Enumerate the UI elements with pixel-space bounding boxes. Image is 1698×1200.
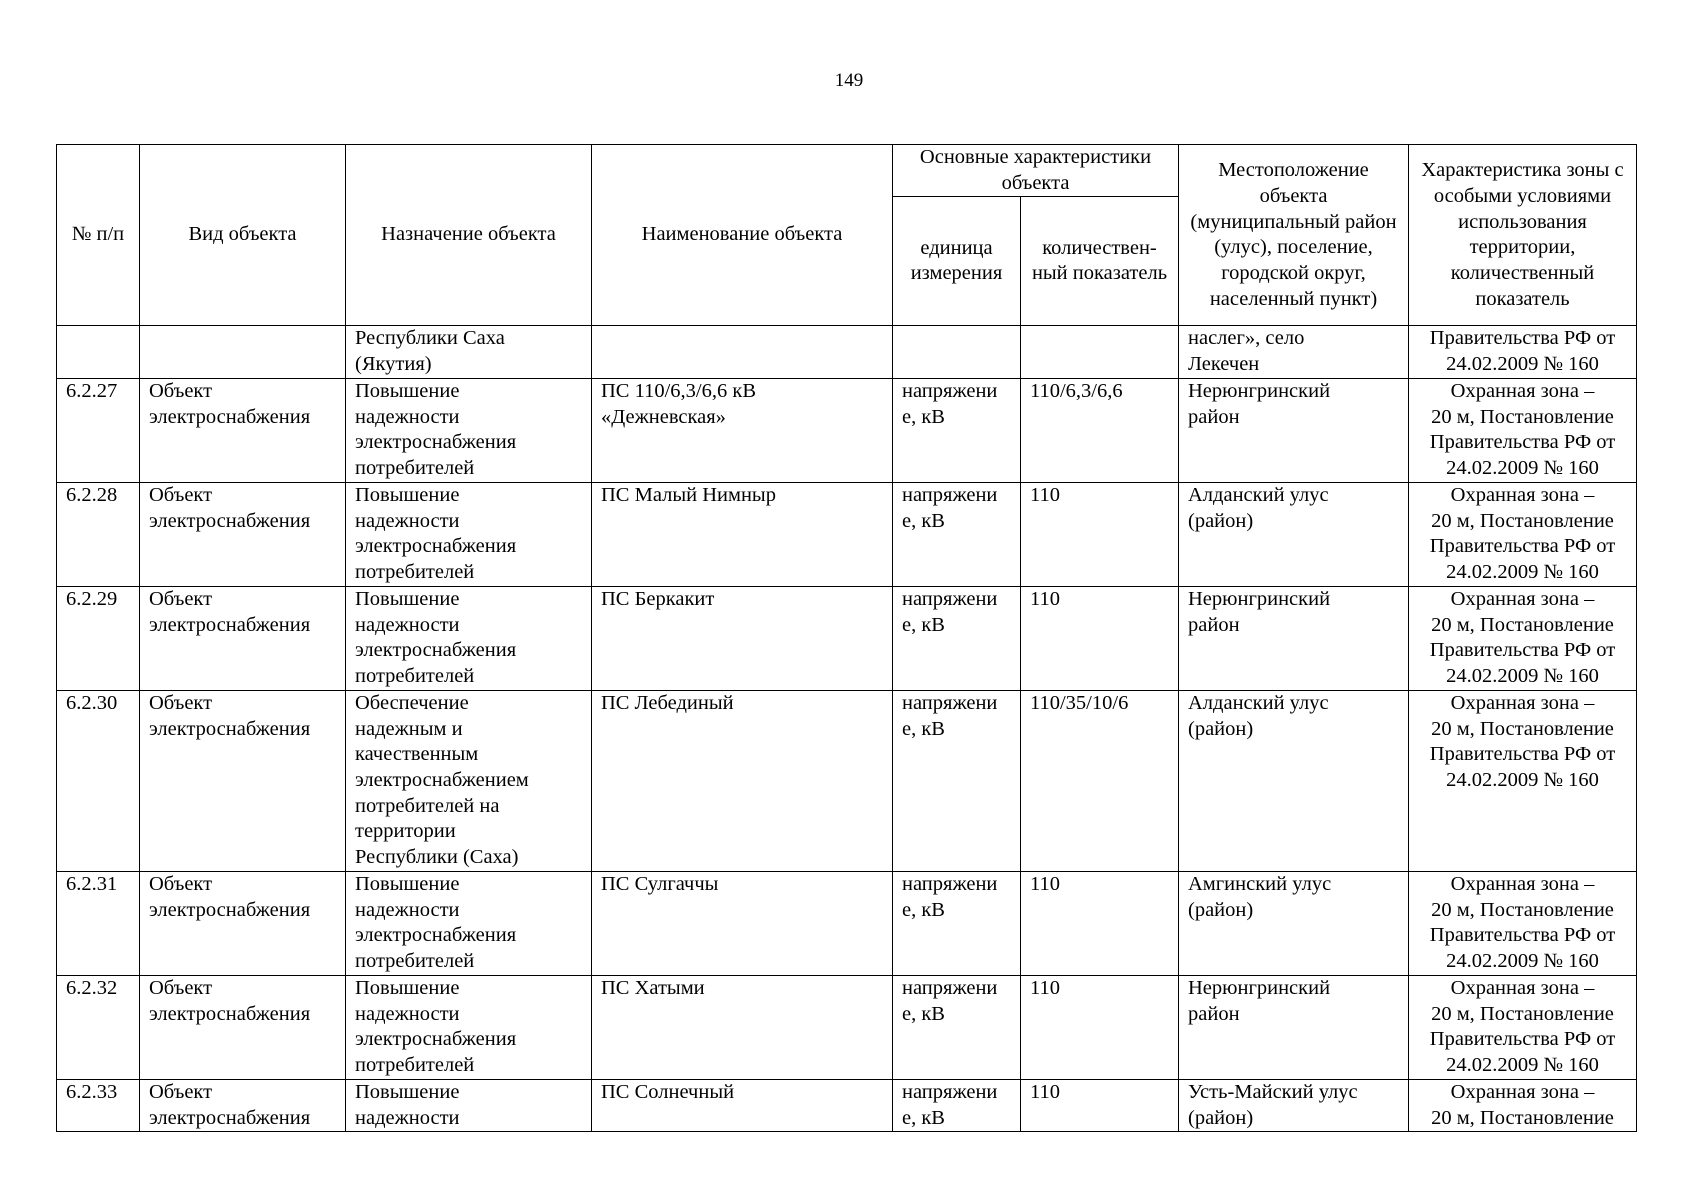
cell-value: 110/35/10/6	[1021, 690, 1179, 871]
cell-location: Усть-Майский улус (район)	[1179, 1079, 1409, 1131]
cell-location: Нерюнгринский район	[1179, 378, 1409, 482]
cell-location: Алданский улус (район)	[1179, 482, 1409, 586]
cell-unit: напряжени е, кВ	[893, 378, 1021, 482]
cell-purpose: Повышение надежности электроснабжения потребителей	[346, 975, 592, 1079]
cell-purpose: Повышение надежности электроснабжения потребителей	[346, 482, 592, 586]
cell-num: 6.2.32	[57, 975, 140, 1079]
cell-unit: напряжени е, кВ	[893, 1079, 1021, 1131]
cell-name: ПС Хатыми	[592, 975, 893, 1079]
cell-num	[57, 326, 140, 378]
cell-unit: напряжени е, кВ	[893, 690, 1021, 871]
cell-name: ПС Лебединый	[592, 690, 893, 871]
cell-purpose: Повышение надежности электроснабжения потребителей	[346, 378, 592, 482]
cell-type: Объект электроснабжения	[140, 690, 346, 871]
cell-type: Объект электроснабжения	[140, 586, 346, 690]
cell-type: Объект электроснабжения	[140, 871, 346, 975]
table-row	[57, 1079, 1637, 1131]
cell-value: 110	[1021, 482, 1179, 586]
cell-unit: напряжени е, кВ	[893, 975, 1021, 1079]
cell-value: 110	[1021, 871, 1179, 975]
cell-num: 6.2.28	[57, 482, 140, 586]
header-location: Местоположение объекта (муниципальный район (улус), поселение, городской округ, населенный пункт)	[1179, 145, 1409, 326]
cell-type: Объект электроснабжения	[140, 482, 346, 586]
cell-name: ПС Сулгаччы	[592, 871, 893, 975]
cell-num: 6.2.30	[57, 690, 140, 871]
cell-zone: Охранная зона – 20 м, Постановление Правительства РФ от 24.02.2009 № 160	[1409, 378, 1637, 482]
cell-zone: Охранная зона – 20 м, Постановление Правительства РФ от 24.02.2009 № 160	[1409, 482, 1637, 586]
cell-name	[592, 326, 893, 378]
cell-name: ПС 110/6,3/6,6 кВ «Дежневская»	[592, 378, 893, 482]
header-name: Наименование объекта	[592, 145, 893, 326]
cell-zone: Правительства РФ от 24.02.2009 № 160	[1409, 326, 1637, 378]
cell-location: Амгинский улус (район)	[1179, 871, 1409, 975]
cell-type	[140, 326, 346, 378]
table-row	[57, 482, 1637, 586]
table-body	[57, 326, 1637, 1132]
cell-purpose: Обеспечение надежным и качественным электроснабжением потребителей на территории Республики (Саха)	[346, 690, 592, 871]
cell-purpose: Повышение надежности электроснабжения потребителей	[346, 871, 592, 975]
table-row	[57, 586, 1637, 690]
header-num: № п/п	[57, 145, 140, 326]
cell-zone: Охранная зона – 20 м, Постановление	[1409, 1079, 1637, 1131]
cell-purpose: Республики Саха (Якутия)	[346, 326, 592, 378]
cell-location: Алданский улус (район)	[1179, 690, 1409, 871]
cell-name: ПС Малый Нимныр	[592, 482, 893, 586]
cell-location: наслег», село Лекечен	[1179, 326, 1409, 378]
cell-num: 6.2.31	[57, 871, 140, 975]
objects-table	[56, 144, 1637, 1132]
cell-value	[1021, 326, 1179, 378]
cell-location: Нерюнгринский район	[1179, 975, 1409, 1079]
cell-name: ПС Солнечный	[592, 1079, 893, 1131]
cell-value: 110	[1021, 975, 1179, 1079]
cell-value: 110/6,3/6,6	[1021, 378, 1179, 482]
cell-value: 110	[1021, 1079, 1179, 1131]
cell-num: 6.2.29	[57, 586, 140, 690]
cell-zone: Охранная зона – 20 м, Постановление Правительства РФ от 24.02.2009 № 160	[1409, 690, 1637, 871]
cell-type: Объект электроснабжения	[140, 1079, 346, 1131]
header-type: Вид объекта	[140, 145, 346, 326]
header-unit: единица измерения	[893, 197, 1021, 326]
cell-num: 6.2.27	[57, 378, 140, 482]
table-row	[57, 975, 1637, 1079]
cell-num: 6.2.33	[57, 1079, 140, 1131]
table-row	[57, 690, 1637, 871]
cell-unit: напряжени е, кВ	[893, 482, 1021, 586]
cell-location: Нерюнгринский район	[1179, 586, 1409, 690]
cell-type: Объект электроснабжения	[140, 975, 346, 1079]
cell-zone: Охранная зона – 20 м, Постановление Правительства РФ от 24.02.2009 № 160	[1409, 871, 1637, 975]
cell-purpose: Повышение надежности электроснабжения потребителей	[346, 586, 592, 690]
cell-zone: Охранная зона – 20 м, Постановление Правительства РФ от 24.02.2009 № 160	[1409, 975, 1637, 1079]
cell-purpose: Повышение надежности	[346, 1079, 592, 1131]
cell-unit	[893, 326, 1021, 378]
table-header	[57, 145, 1637, 326]
cell-name: ПС Беркакит	[592, 586, 893, 690]
header-purpose: Назначение объекта	[346, 145, 592, 326]
header-zone: Характеристика зоны с особыми условиями использования территории, количественный показатель	[1409, 145, 1637, 326]
page-number: 149	[834, 70, 864, 91]
cell-unit: напряжени е, кВ	[893, 871, 1021, 975]
cell-type: Объект электроснабжения	[140, 378, 346, 482]
cell-value: 110	[1021, 586, 1179, 690]
cell-unit: напряжени е, кВ	[893, 586, 1021, 690]
table-row	[57, 378, 1637, 482]
table-row-continuation	[57, 326, 1637, 378]
header-quantity: количествен-ный показатель	[1021, 197, 1179, 326]
header-characteristics: Основные характеристики объекта	[893, 145, 1179, 197]
cell-zone: Охранная зона – 20 м, Постановление Правительства РФ от 24.02.2009 № 160	[1409, 586, 1637, 690]
table-row	[57, 871, 1637, 975]
